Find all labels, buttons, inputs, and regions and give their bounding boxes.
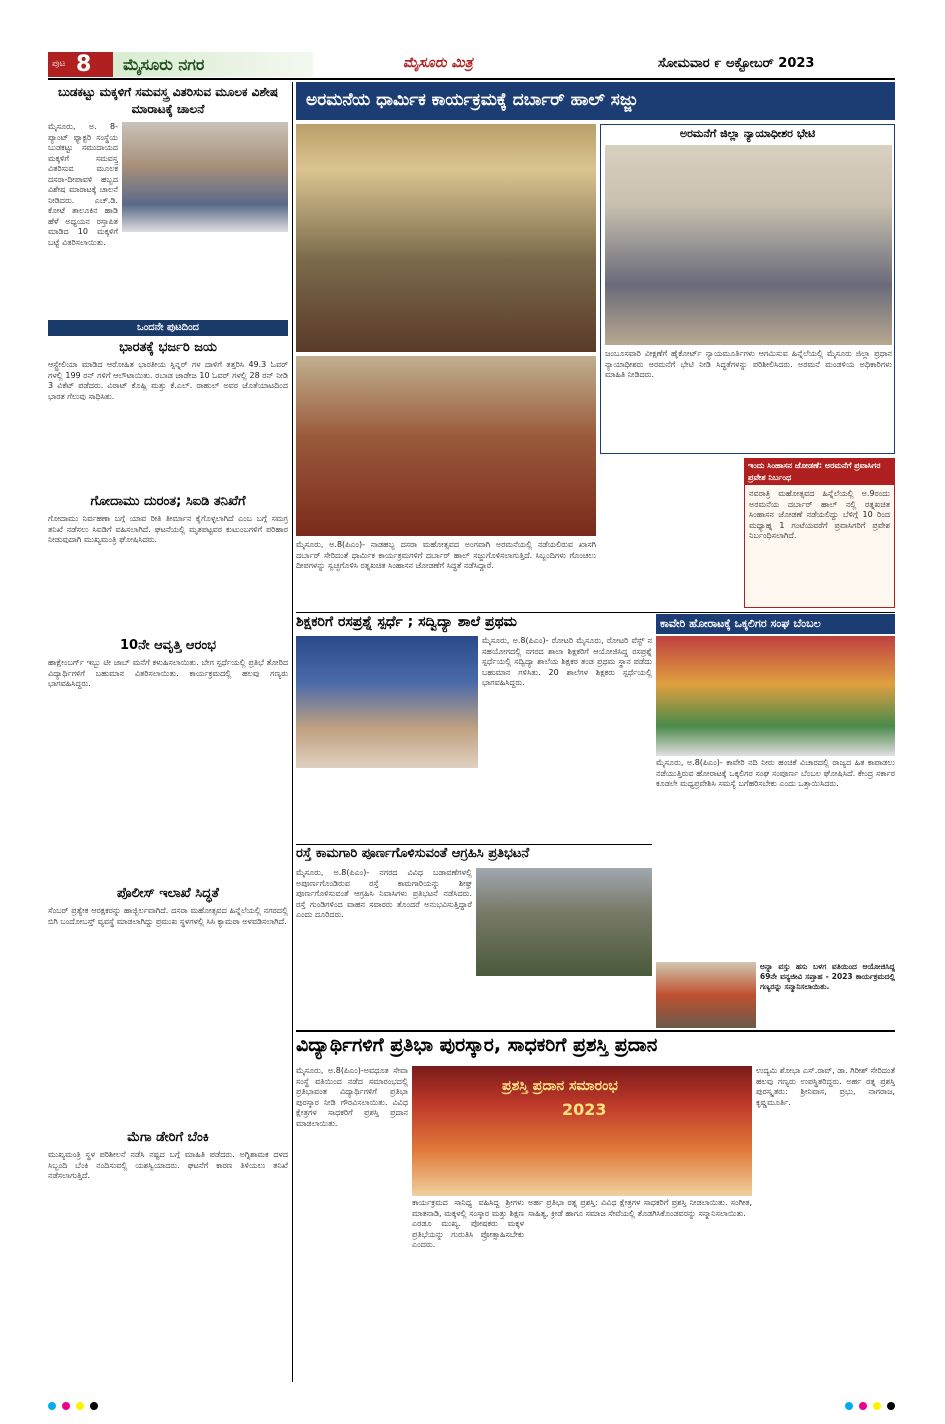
cauvery-text-cont	[656, 860, 895, 960]
story-text: ಆಸ್ಟ್ರೇಲಿಯಾ ಮಾಡಿದ ಆರೋಹಿತ ಭಾರತೀಯ ಸ್ಪಿನ್ನರ್ ಗಳ ದಾಳಿಗೆ ತತ್ತರಿಸಿ 49.3 ಓವರ್ ಗಳಲ್ಲಿ 199 ರನ್ ಗಳಿಗೆ ಆಲೌಟಾಯಿತು. ರಬಾಡ ಜಾಡೇಜ 10 ಓವರ್ ಗಳಲ್ಲಿ 28 ರನ್ ನೀಡಿ 3 ವಿಕೆಟ್ ಪಡೆದರು. ವಿರಾಟ್ ಕೊಹ್ಲಿ ಮತ್ತು ಕೆ.ಎಲ್. ರಾಹುಲ್ ಅವರ ಜೊತೆಯಾಟದಿಂದ ಭಾರತ ಗೆಲುವು ಸಾಧಿಸಿತು.	[48, 360, 288, 401]
story-text: ಹಾಕ್ಷೇಂಬರ್ಗ್ ಇಬ್ಬು ಟೀ ಜಾಬ್ ಮನೆಗೆ ಕಳುಹಿಸಲಾಯಿತು. ಬೇಗ ಸ್ಪರ್ಧೆಯಲ್ಲಿ ಪ್ರತಿಭೆ ತೋರಿದ ವಿದ್ಯಾರ್ಥಿಗಳಿಗೆ ಬಹುಮಾನ ವಿತರಿಸಲಾಯಿತು. ಕಾರ್ಯಕ್ರಮದಲ್ಲಿ ಹಲವು ಗಣ್ಯರು ಭಾಗವಹಿಸಿದ್ದರು.	[48, 658, 288, 688]
award-col1: ಮೈಸೂರು, ಅ.8(ಪಿಎಂ)-ಅವಧೂತ ಸೇವಾ ಸಂಸ್ಥೆ ವತಿಯಿಂದ ನಡೆದ ಸಮಾರಂಭದಲ್ಲಿ ಪ್ರತಿಭಾವಂತ ವಿದ್ಯಾರ್ಥಿಗಳಿಗೆ ಪ್ರತಿಭಾ ಪುರಸ್ಕಾರ ನೀಡಿ ಗೌರವಿಸಲಾಯಿತು. ವಿವಿಧ ಕ್ಷೇತ್ರಗಳ ಸಾಧಕರಿಗೆ ಪ್ರಶಸ್ತಿ ಪ್ರದಾನ ಮಾಡಲಾಯಿತು.	[296, 1066, 408, 1128]
story-title: ಗೋದಾಮು ದುರಂತ; ಸಿಐಡಿ ತನಿಖೆಗೆ	[90, 494, 246, 509]
protest-photo	[476, 868, 652, 976]
story-text: ಸೆಂಬರ್ ಪ್ರತ್ಯೇಕ ಆರಕ್ಷಕರನ್ನು ಹಾಜ್ಬಿರ್ಲವಾಗಿದೆ. ದಸರಾ ಮಹೋತ್ಸವದ ಹಿನ್ನೆಲೆಯಲ್ಲಿ ನಗರದಲ್ಲಿ ಬಿಗಿ ಬಂದೋಬಸ್ತ್ ವ್ಯವಸ್ಥೆ ಮಾಡಲಾಗಿದ್ದು ಪ್ರಮುಖ ಸ್ಥಳಗಳಲ್ಲಿ ಸಿಸಿ ಕ್ಯಾಮರಾ ಅಳವಡಿಸಲಾಗಿದೆ.	[48, 906, 288, 926]
main-headline: ಅರಮನೆಯ ಧಾರ್ಮಿಕ ಕಾರ್ಯಕ್ರಮಕ್ಕೆ ದರ್ಬಾರ್ ಹಾಲ್ ಸಜ್ಜು	[306, 90, 638, 110]
masthead	[48, 52, 895, 77]
continued-banner: ಒಂದನೇ ಪುಟದಿಂದ	[48, 320, 288, 336]
award-col3: ಅರ್ಹ ಪ್ರತಿಭಾ ರತ್ನ ಪ್ರಶಸ್ತಿ: ವಿವಿಧ ಕ್ಷೇತ್ರಗಳ ಸಾಧಕರಿಗೆ ಪ್ರಶಸ್ತಿ ನೀಡಲಾಯಿತು. ಸಂಗೀತ, ಸಾಹಿತ್ಯ, ಕ್ರೀಡೆ ಹಾಗೂ ಸಮಾಜ ಸೇವೆಯಲ್ಲಿ ತೊಡಗಿಸಿಕೊಂಡವರನ್ನು ಸನ್ಮಾನಿಸಲಾಯಿತು.	[528, 1198, 752, 1218]
main-headline-bar	[296, 82, 895, 120]
section-rule	[296, 1030, 895, 1032]
judges-photo	[605, 145, 892, 345]
section-rule	[296, 612, 895, 613]
notice-text: ನವರಾತ್ರಿ ಮಹೋತ್ಸವದ ಹಿನ್ನೆಲೆಯಲ್ಲಿ ಅ.9ರಂದು ಅರಮನೆಯ ದರ್ಬಾರ್ ಹಾಲ್ ನಲ್ಲಿ ರತ್ನಖಚಿತ ಸಿಂಹಾಸನ ಜೋಡಣೆ ನಡೆಯಲಿದ್ದು ಬೆಳಿಗ್ಗೆ 10 ರಿಂದ ಮಧ್ಯಾಹ್ನ 1 ಗಂಟೆಯವರೆಗೆ ಪ್ರವಾಸಿಗರಿಗೆ ಪ್ರವೇಶ ನಿರ್ಬಂಧಿಸಲಾಗಿದೆ.	[749, 489, 890, 540]
palace-story: ಮೈಸೂರು, ಅ.8(ಪಿಎಂ)- ನಾಡಹಬ್ಬ ದಸರಾ ಮಹೋತ್ಸವದ ಅಂಗವಾಗಿ ಅರಮನೆಯಲ್ಲಿ ನಡೆಯಲಿರುವ ಖಾಸಗಿ ದರ್ಬಾರ್ ಸೇರಿದಂತೆ ಧಾರ್ಮಿಕ ಕಾರ್ಯಕ್ರಮಗಳಿಗೆ ದರ್ಬಾರ್ ಹಾಲ್ ಸಜ್ಜುಗೊಳಿಸಲಾಗುತ್ತಿದೆ. ಸಿಬ್ಬಂದಿಗಳು ಗೊಂಚಲು ದೀಪಗಳನ್ನು ಸ್ವಚ್ಛಗೊಳಿಸಿ ರತ್ನಖಚಿತ ಸಿಂಹಾಸನ ಜೋಡಣೆಗೆ ಸಿದ್ಧತೆ ನಡೆಸಿದ್ದಾರೆ.	[296, 540, 596, 570]
story-title: ಮೆಗಾ ಡೇರಿಗೆ ಬೆಂಕಿ	[127, 1130, 209, 1145]
road-text: ಮೈಸೂರು, ಅ.8(ಪಿಎಂ)- ನಗರದ ವಿವಿಧ ಬಡಾವಣೆಗಳಲ್ಲಿ ಅಪೂರ್ಣಗೊಂಡಿರುವ ರಸ್ತೆ ಕಾಮಗಾರಿಯನ್ನು ಶೀಘ್ರ ಪೂರ್ಣಗೊಳಿಸುವಂತೆ ಆಗ್ರಹಿಸಿ ನಿವಾಸಿಗಳು ಪ್ರತಿಭಟನೆ ನಡೆಸಿದರು. ರಸ್ತೆ ಗುಂಡಿಗಳಿಂದ ವಾಹನ ಸವಾರರು ತೊಂದರೆ ಅನುಭವಿಸುತ್ತಿದ್ದಾರೆ ಎಂದು ದೂರಿದರು.	[296, 868, 472, 919]
wildlife-photo	[656, 962, 756, 1028]
cauvery-photo	[656, 636, 895, 756]
story-title: ಪೊಲೀಸ್ ಇಲಾಖೆ ಸಿದ್ಧತೆ	[117, 886, 219, 901]
cauvery-headline-bar: ಕಾವೇರಿ ಹೋರಾಟಕ್ಕೆ ಒಕ್ಕಲಿಗರ ಸಂಘ ಬೆಂಬಲ	[656, 614, 895, 634]
story-text: ಗೋದಾಮು ನಿರ್ವಹಣಾ ಬಗ್ಗೆ ಯಾವ ರೀತಿ ತೀರ್ಮಾನ ಕೈಗೊಳ್ಳಲಾಗಿದೆ ಎಂಬ ಬಗ್ಗೆ ಸಮಗ್ರ ತನಿಖೆ ನಡೆಸಲು ಸಿಐಡಿಗೆ ವಹಿಸಲಾಗಿದೆ. ಘಟನೆಯಲ್ಲಿ ಮೃತಪಟ್ಟವರ ಕುಟುಂಬಗಳಿಗೆ ಪರಿಹಾರ ನೀಡುವುದಾಗಿ ಮುಖ್ಯಮಂತ್ರಿ ಘೋಷಿಸಿದರು.	[48, 514, 288, 544]
story-title: 10ನೇ ಆವೃತ್ತಿ ಆರಂಭ	[119, 638, 216, 653]
story-text: ಮುಖ್ಯಮಂತ್ರಿ ಸ್ಥಳ ಪರಿಶೀಲನೆ ನಡೆಸಿ ನಷ್ಟದ ಬಗ್ಗೆ ಮಾಹಿತಿ ಪಡೆದರು. ಅಗ್ನಿಶಾಮಕ ದಳದ ಸಿಬ್ಬಂದಿ ಬೆಂಕಿ ನಂದಿಸುವಲ್ಲಿ ಯಶಸ್ವಿಯಾದರು. ಘಟನೆಗೆ ಕಾರಣ ತಿಳಿಯಲು ತನಿಖೆ ನಡೆಸಲಾಗುತ್ತಿದೆ.	[48, 1150, 288, 1180]
award-col2: ಕಾರ್ಯಕ್ರಮದ ಸಾನಿಧ್ಯ ವಹಿಸಿದ್ದ ಶ್ರೀಗಳು ಮಾತನಾಡಿ, ಮಕ್ಕಳಲ್ಲಿ ಸಂಸ್ಕಾರ ಮತ್ತು ಶಿಕ್ಷಣ ಎರಡೂ ಮುಖ್ಯ. ಪೋಷಕರು ಮಕ್ಕಳ ಪ್ರತಿಭೆಯನ್ನು ಗುರುತಿಸಿ ಪ್ರೋತ್ಸಾಹಿಸಬೇಕು ಎಂದರು.	[412, 1198, 524, 1249]
page-label: ಪುಟ	[52, 59, 66, 69]
quiz-text-cont	[296, 770, 652, 842]
section-name: ಮೈಸೂರು ನಗರ	[113, 52, 313, 77]
section-rule	[296, 844, 652, 845]
story-title: ಭಾರತಕ್ಕೆ ಭರ್ಜರಿ ಜಯ	[119, 340, 217, 355]
wildlife-caption: ಅನ್ನಾ ವಸ್ತು ಹಸು ಬಳಗ ವತಿಯಿಂದ ಆಯೋಜಿಸಿದ್ದ 69ನೇ ವನ್ಯಜೀವಿ ಸಪ್ತಾಹ - 2023 ಕಾರ್ಯಕ್ರಮದಲ್ಲಿ ಗಣ್ಯರನ್ನು ಸನ್ಮಾನಿಸಲಾಯಿತು.	[760, 962, 895, 991]
issue-date: ಸೋಮವಾರ ೯ ಅಕ್ಟೋಬರ್ 2023	[658, 56, 815, 71]
cauvery-text: ಮೈಸೂರು, ಅ.8(ಪಿಎಂ)- ಕಾವೇರಿ ನದಿ ನೀರು ಹಂಚಿಕೆ ವಿಚಾರದಲ್ಲಿ ರಾಜ್ಯದ ಹಿತ ಕಾಪಾಡಲು ನಡೆಯುತ್ತಿರುವ ಹೋರಾಟಕ್ಕೆ ಒಕ್ಕಲಿಗರ ಸಂಘ ಸಂಪೂರ್ಣ ಬೆಂಬಲ ಘೋಷಿಸಿದೆ. ಕೇಂದ್ರ ಸರ್ಕಾರ ಕೂಡಲೇ ಮಧ್ಯಪ್ರವೇಶಿಸಿ ಸಮಸ್ಯೆ ಬಗೆಹರಿಸಬೇಕು ಎಂದು ಒತ್ತಾಯಿಸಿದರು.	[656, 758, 895, 788]
award-photo	[412, 1066, 752, 1196]
quiz-text: ಮೈಸೂರು, ಅ.8(ಪಿಎಂ)- ರೋಟರಿ ಮೈಸೂರು, ರೋಟರಿ ವೆಸ್ಟ್ ನ ಸಹಯೋಗದಲ್ಲಿ ನಗರದ ಶಾಲಾ ಶಿಕ್ಷಕರಿಗೆ ಆಯೋಜಿಸಿದ್ದ ರಸಪ್ರಶ್ನೆ ಸ್ಪರ್ಧೆಯಲ್ಲಿ ಸದ್ವಿದ್ಯಾ ಶಾಲೆಯ ಶಿಕ್ಷಕರ ತಂಡ ಪ್ರಥಮ ಸ್ಥಾನ ಪಡೆದು ಬಹುಮಾನ ಗಳಿಸಿತು. 20 ಶಾಲೆಗಳ ಶಿಕ್ಷಕರು ಸ್ಪರ್ಧೆಯಲ್ಲಿ ಭಾಗವಹಿಸಿದ್ದರು.	[482, 636, 652, 687]
award-banner-year: 2023	[562, 1100, 607, 1119]
notice-title: ಇಂದು ಸಿಂಹಾಸನ ಜೋಡಣೆ: ಅರಮನೆಗೆ ಪ್ರವಾಸಿಗರ ಪ್ರವೇಶ ನಿರ್ಬಂಧ	[745, 459, 894, 485]
road-headline: ರಸ್ತೆ ಕಾಮಗಾರಿ ಪೂರ್ಣಗೊಳಿಸುವಂತೆ ಆಗ್ರಹಿಸಿ ಪ್ರತಿಭಟನೆ	[296, 846, 530, 861]
darbar-hall-photo	[296, 124, 596, 352]
page-number: 8	[76, 52, 92, 77]
palace-story-cont	[600, 458, 740, 608]
left-column	[48, 82, 288, 1382]
quiz-headline: ಶಿಕ್ಷಕರಿಗೆ ರಸಪ್ರಶ್ನೆ ಸ್ಪರ್ಧೆ ; ಸದ್ವಿದ್ಯಾ ಶಾಲೆ ಪ್ರಥಮ	[296, 614, 517, 630]
road-text-cont	[476, 978, 652, 1028]
judges-box	[600, 124, 895, 454]
award-col4: ಉದ್ಯಮಿ ಶೋಭಾ ಎಸ್.ರಾವ್, ಡಾ. ಗಿರೀಶ್ ಸೇರಿದಂತೆ ಹಲವು ಗಣ್ಯರು ಉಪಸ್ಥಿತರಿದ್ದರು. ಅರ್ಹ ರತ್ನ ಪ್ರಶಸ್ತಿ ಪುರಸ್ಕೃತರು: ಶ್ರೀನಿವಾಸ, ಪ್ರಭು, ನಾಗರಾಜ, ಕೃಷ್ಣಮೂರ್ತಿ.	[756, 1066, 895, 1107]
story-text: ಮೈಸೂರು, ಅ. 8- ಪ್ಯಾಂಟ್ ಫ್ಯಾಕ್ಟರಿ ಸಂಸ್ಥೆಯ ಬುಡಕಟ್ಟು ಸಮುದಾಯದ ಮಕ್ಕಳಿಗೆ ಸಮವಸ್ತ್ರ ವಿತರಿಸುವ ಮೂಲಕ ದಸರಾ-ದೀಪಾವಳಿ ಹಬ್ಬದ ವಿಶೇಷ ಮಾರಾಟಕ್ಕೆ ಚಾಲನೆ ನೀಡಿದರು. ಎಚ್.ಡಿ. ಕೋಟೆ ತಾಲೂಕಿನ ಹಾಡಿ ಹೆಳೆ ಅಧ್ಯಯನ ರಸ್ತಾಪಿತ ಮಾಡಿದ 10 ಮಕ್ಕಳಿಗೆ ಬಟ್ಟೆ ವಿತರಿಸಲಾಯಿತು.	[48, 122, 118, 247]
masthead-rule	[48, 78, 895, 80]
box-text: ಜಂಬೂಸವಾರಿ ವೀಕ್ಷಣೆಗೆ ಹೈಕೋರ್ಟ್ ನ್ಯಾಯಮೂರ್ತಿಗಳು ಆಗಮಿಸುವ ಹಿನ್ನೆಲೆಯಲ್ಲಿ ಮೈಸೂರು ಜಿಲ್ಲಾ ಪ್ರಧಾನ ನ್ಯಾಯಾಧೀಶರು ಅರಮನೆಗೆ ಭೇಟಿ ನೀಡಿ ಸಿದ್ಧತೆಗಳನ್ನು ಪರಿಶೀಲಿಸಿದರು. ಅರಮನೆ ಮಂಡಳಿಯ ಅಧಿಕಾರಿಗಳು ಮಾಹಿತಿ ನೀಡಿದರು.	[605, 349, 892, 379]
box-title: ಅರಮನೆಗೆ ಜಿಲ್ಲಾ ನ್ಯಾಯಾಧೀಶರ ಭೇಟಿ	[679, 127, 816, 140]
throne-photo	[296, 356, 596, 536]
award-headline: ವಿದ್ಯಾರ್ಥಿಗಳಿಗೆ ಪ್ರತಿಭಾ ಪುರಸ್ಕಾರ, ಸಾಧಕರಿಗೆ ಪ್ರಶಸ್ತಿ ಪ್ರದಾನ	[296, 1034, 658, 1056]
paper-name: ಮೈಸೂರು ಮಿತ್ರ	[403, 55, 473, 71]
story-title: ಬುಡಕಟ್ಟು ಮಕ್ಕಳಿಗೆ ಸಮವಸ್ತ್ರ ವಿತರಿಸುವ ಮೂಲಕ ವಿಶೇಷ ಮಾರಾಟಕ್ಕೆ ಚಾಲನೆ	[57, 85, 279, 116]
notice-box	[744, 458, 895, 608]
page-number-box	[48, 52, 113, 77]
column-divider	[292, 82, 293, 1382]
quiz-photo	[296, 636, 478, 768]
story-photo	[122, 122, 288, 232]
award-banner-text: ಪ್ರಶಸ್ತಿ ಪ್ರದಾನ ಸಮಾರಂಭ	[502, 1078, 618, 1094]
print-registration-strip	[48, 1400, 895, 1410]
story-text-cont	[48, 234, 288, 320]
